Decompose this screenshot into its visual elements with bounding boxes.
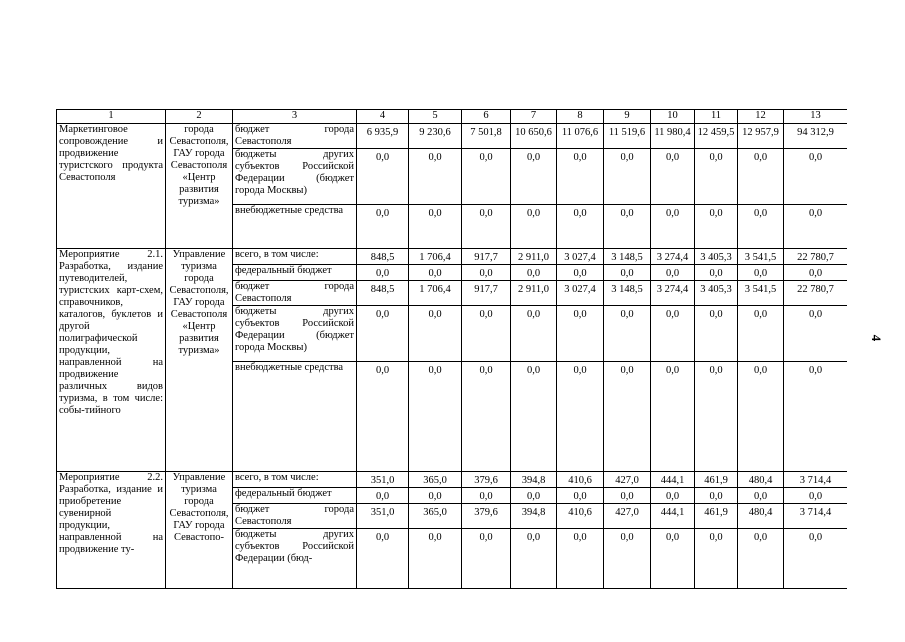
column-number: 6 [462,110,511,124]
amount-cell: 0,0 [695,362,738,472]
funding-source: бюджеты других субъектов Российской Федерации (бюджет города Москвы) [233,306,357,362]
amount-cell: 0,0 [357,306,409,362]
amount-cell: 0,0 [357,362,409,472]
amount-cell: 0,0 [604,488,651,504]
amount-cell: 9 230,6 [409,124,462,149]
amount-cell: 0,0 [409,529,462,589]
amount-cell: 0,0 [695,149,738,205]
amount-cell: 848,5 [357,249,409,265]
amount-cell: 0,0 [409,265,462,281]
amount-cell: 0,0 [784,205,848,249]
amount-cell: 0,0 [738,205,784,249]
funding-source: бюджеты других субъектов Российской Федерации (бюд- [233,529,357,589]
column-number: 7 [511,110,557,124]
amount-cell: 22 780,7 [784,249,848,265]
funding-source: всего, в том числе: [233,249,357,265]
amount-cell: 11 519,6 [604,124,651,149]
amount-cell: 461,9 [695,472,738,488]
amount-cell: 848,5 [357,281,409,306]
amount-cell: 0,0 [557,205,604,249]
amount-cell: 365,0 [409,472,462,488]
activity-name: Мероприятие 2.2. Разработка, издание и приобретение сувенирной продукции, направленной на продвижение ту- [57,472,166,589]
amount-cell: 3 714,4 [784,472,848,488]
amount-cell: 410,6 [557,504,604,529]
amount-cell: 394,8 [511,504,557,529]
amount-cell: 917,7 [462,281,511,306]
amount-cell: 3 714,4 [784,504,848,529]
executor: Управление туризма города Севастополя, ГАУ города Севастопо- [166,472,233,589]
amount-cell: 0,0 [409,306,462,362]
amount-cell: 0,0 [357,265,409,281]
funding-source: федеральный бюджет [233,488,357,504]
amount-cell: 0,0 [695,488,738,504]
amount-cell: 0,0 [357,149,409,205]
amount-cell: 0,0 [462,265,511,281]
amount-cell: 0,0 [557,306,604,362]
amount-cell: 0,0 [604,205,651,249]
amount-cell: 2 911,0 [511,249,557,265]
funding-source: бюджет города Севастополя [233,504,357,529]
amount-cell: 0,0 [409,149,462,205]
funding-source: внебюджетные средства [233,362,357,472]
executor: города Севастополя, ГАУ города Севастополя «Центр развития туризма» [166,124,233,249]
amount-cell: 0,0 [738,362,784,472]
amount-cell: 0,0 [462,362,511,472]
amount-cell: 11 980,4 [651,124,695,149]
budget-table-page [56,109,847,642]
amount-cell: 0,0 [651,362,695,472]
amount-cell: 0,0 [651,205,695,249]
amount-cell: 10 650,6 [511,124,557,149]
amount-cell: 0,0 [557,488,604,504]
amount-cell: 379,6 [462,472,511,488]
column-number: 1 [57,110,166,124]
amount-cell: 0,0 [462,149,511,205]
amount-cell: 0,0 [511,265,557,281]
amount-cell: 12 957,9 [738,124,784,149]
amount-cell: 0,0 [604,529,651,589]
amount-cell: 461,9 [695,504,738,529]
amount-cell: 0,0 [357,205,409,249]
amount-cell: 0,0 [409,205,462,249]
amount-cell: 0,0 [695,205,738,249]
funding-source: бюджеты других субъектов Российской Федерации (бюджет города Москвы) [233,149,357,205]
amount-cell: 444,1 [651,504,695,529]
amount-cell: 480,4 [738,472,784,488]
amount-cell: 0,0 [651,529,695,589]
amount-cell: 0,0 [357,529,409,589]
table-row [57,472,848,488]
amount-cell: 3 405,3 [695,249,738,265]
amount-cell: 3 027,4 [557,249,604,265]
amount-cell: 0,0 [738,306,784,362]
amount-cell: 0,0 [604,306,651,362]
amount-cell: 444,1 [651,472,695,488]
amount-cell: 0,0 [511,529,557,589]
amount-cell: 0,0 [784,529,848,589]
column-number: 8 [557,110,604,124]
amount-cell: 22 780,7 [784,281,848,306]
amount-cell: 0,0 [462,205,511,249]
amount-cell: 0,0 [738,488,784,504]
header-row [57,110,848,124]
amount-cell: 0,0 [557,149,604,205]
amount-cell: 351,0 [357,472,409,488]
amount-cell: 0,0 [462,306,511,362]
amount-cell: 0,0 [511,362,557,472]
amount-cell: 351,0 [357,504,409,529]
executor: Управление туризма города Севастополя, ГАУ города Севастополя «Центр развития туризма» [166,249,233,472]
amount-cell: 410,6 [557,472,604,488]
activity-name: Мероприятие 2.1. Разработка, издание путеводителей, туристских карт-схем, справочников, каталогов, буклетов и другой полиграфической продукции, направленной на продвижение различных видов туризма, в том числе: собы-тийного [57,249,166,472]
column-number: 11 [695,110,738,124]
amount-cell: 3 405,3 [695,281,738,306]
amount-cell: 0,0 [604,265,651,281]
amount-cell: 427,0 [604,504,651,529]
funding-source: внебюджетные средства [233,205,357,249]
amount-cell: 0,0 [651,488,695,504]
amount-cell: 0,0 [511,306,557,362]
amount-cell: 0,0 [651,149,695,205]
column-number: 4 [357,110,409,124]
column-number: 9 [604,110,651,124]
column-number: 5 [409,110,462,124]
amount-cell: 0,0 [604,362,651,472]
amount-cell: 0,0 [695,306,738,362]
amount-cell: 0,0 [784,265,848,281]
amount-cell: 0,0 [784,306,848,362]
column-number: 12 [738,110,784,124]
amount-cell: 11 076,6 [557,124,604,149]
amount-cell: 917,7 [462,249,511,265]
amount-cell: 12 459,5 [695,124,738,149]
amount-cell: 3 274,4 [651,281,695,306]
amount-cell: 0,0 [784,149,848,205]
amount-cell: 0,0 [409,362,462,472]
funding-source: федеральный бюджет [233,265,357,281]
amount-cell: 3 541,5 [738,249,784,265]
amount-cell: 0,0 [695,265,738,281]
amount-cell: 0,0 [557,529,604,589]
amount-cell: 0,0 [738,265,784,281]
amount-cell: 0,0 [651,306,695,362]
amount-cell: 3 027,4 [557,281,604,306]
funding-source: бюджет города Севастополя [233,124,357,149]
amount-cell: 0,0 [738,529,784,589]
column-number: 2 [166,110,233,124]
table-row [57,124,848,149]
amount-cell: 379,6 [462,504,511,529]
amount-cell: 0,0 [651,265,695,281]
amount-cell: 3 274,4 [651,249,695,265]
amount-cell: 0,0 [784,488,848,504]
amount-cell: 1 706,4 [409,249,462,265]
amount-cell: 0,0 [604,149,651,205]
amount-cell: 394,8 [511,472,557,488]
funding-source: всего, в том числе: [233,472,357,488]
amount-cell: 0,0 [462,488,511,504]
amount-cell: 0,0 [695,529,738,589]
activity-name: Маркетинговое сопровождение и продвижение туристского продукта Севастополя [57,124,166,249]
column-number: 10 [651,110,695,124]
amount-cell: 0,0 [357,488,409,504]
amount-cell: 6 935,9 [357,124,409,149]
amount-cell: 0,0 [409,488,462,504]
amount-cell: 427,0 [604,472,651,488]
amount-cell: 365,0 [409,504,462,529]
amount-cell: 94 312,9 [784,124,848,149]
column-number: 3 [233,110,357,124]
amount-cell: 480,4 [738,504,784,529]
amount-cell: 3 148,5 [604,249,651,265]
amount-cell: 0,0 [557,362,604,472]
amount-cell: 0,0 [511,488,557,504]
amount-cell: 0,0 [557,265,604,281]
column-number: 13 [784,110,848,124]
funding-source: бюджет города Севастополя [233,281,357,306]
amount-cell: 3 148,5 [604,281,651,306]
amount-cell: 2 911,0 [511,281,557,306]
amount-cell: 7 501,8 [462,124,511,149]
page-number: 4 [869,334,884,342]
amount-cell: 3 541,5 [738,281,784,306]
table-row [57,249,848,265]
amount-cell: 0,0 [784,362,848,472]
amount-cell: 0,0 [738,149,784,205]
amount-cell: 1 706,4 [409,281,462,306]
budget-table [56,109,847,589]
amount-cell: 0,0 [462,529,511,589]
amount-cell: 0,0 [511,149,557,205]
amount-cell: 0,0 [511,205,557,249]
